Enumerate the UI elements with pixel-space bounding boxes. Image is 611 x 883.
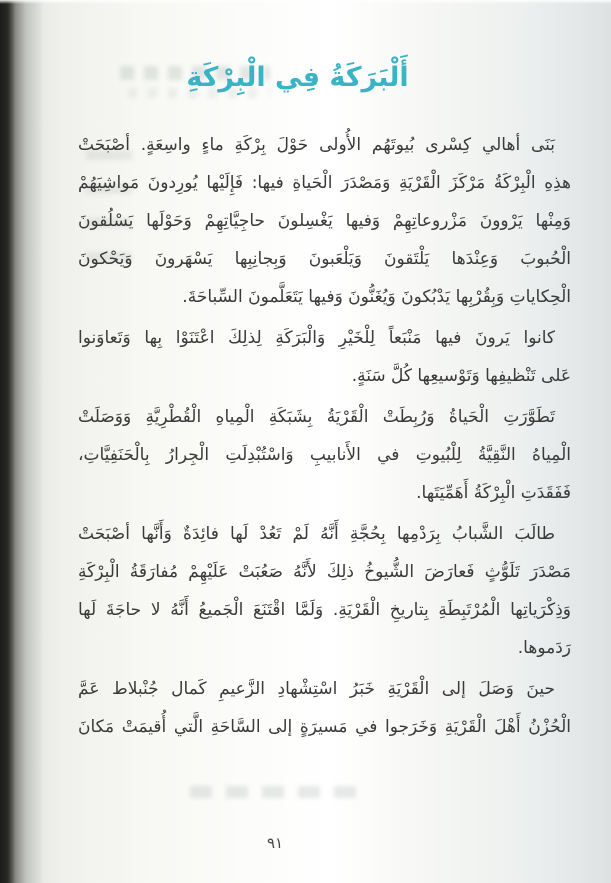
- text-line: حينَ وَصَلَ إلى الْقَرْيَةِ خَبَرُ اسْتِشْهادِ الزَّعيمِ كَمال جُنْبلاط عَمَّ: [78, 679, 555, 699]
- text-column: [78, 54, 571, 746]
- text-line: تَطَوَّرَتِ الْحَياةُ وَرُبِطَتْ الْقَرْيَةُ بِشَبَكَةِ الْمِياهِ الْقُطْرِيَّةِ وَوَصَلَتْ: [78, 407, 555, 427]
- text-line: مَصْدَرَ تَلَوُّثٍ فَعارَضَ الشُّيوخُ ذلِكَ لأَنَّهُ صَعُبَتْ عَلَيْهِمْ مُفارَقَةُ الْبِرْكَةِ: [78, 562, 571, 582]
- page-number: ٩١: [266, 834, 284, 852]
- text-line: هذِهِ الْبِرْكَةُ مَرْكَزَ الْقَرْيَةِ وَمَصْدَرَ الْحَياةِ فيها: فَإِلَيْها يُورِدونَ مَواشِيَهُمْ: [78, 173, 571, 193]
- text-line: الْمِياهُ النَّقِيَّةُ لِلْبُيوتِ في الأَنابيبِ وَاسْتُبْدِلَتِ الْجِرارُ بِالْحَنَفِيَّاتِ،: [78, 445, 571, 465]
- text-line: رَدَموها.: [517, 638, 571, 658]
- text-line: وَذِكْرَياتِها الْمُرْتَبِطَةِ بِتاريخِ الْقَرْيَةِ. وَلَمَّا اقْتَنَعَ الْجَميعُ أَنَّهُ لا حاجَةَ لَها: [78, 600, 571, 620]
- text-line: بَنَى أهالي كِسْرى بُيوتَهُم الأُولى حَوْلَ بِرْكَةِ ماءٍ واسِعَةٍ. أصْبَحَتْ: [78, 135, 555, 155]
- paragraph-3: [78, 398, 571, 512]
- text-line: عَلى تَنْظيفِها وَتَوْسيعِها كُلَّ سَنَةٍ.: [351, 366, 571, 386]
- text-line: الْحِكاياتِ وَبِقُرْبِها يَدْبُكونَ وَيُغَنُّونَ وَفيها يَتَعَلَّمونَ السِّباحَةَ.: [182, 287, 571, 307]
- text-line: كانوا يَرونَ فيها مَنْبَعاً لِلْخَيْرِ وَالْبَرَكَةِ لِذلِكَ اعْتَنَوْا بِها وَتَعاوَنوا: [78, 328, 555, 348]
- paragraph-4: [78, 515, 571, 667]
- showthrough-ghost-bottom: [190, 786, 365, 798]
- paragraph-1: [78, 126, 571, 316]
- text-line: فَفَقَدَتِ الْبِرْكَةُ أَهَمِّيَتَها.: [416, 483, 571, 503]
- page-gutter-shadow: [0, 0, 44, 883]
- page-top-highlight: [0, 0, 611, 4]
- text-line: الْحُبوبَ وَعِنْدَها يَلْتَقونَ وَيَلْعَبونَ وَبِجانِبِها يَسْهَرونَ وَيَحْكونَ: [78, 249, 571, 269]
- paragraph-5: [78, 670, 571, 746]
- page-title: أَلْبَرَكَةُ فِي الْبِرْكَةِ: [186, 62, 409, 93]
- text-line: طالَبَ الشَّبابُ بِرَدْمِها بِحُجَّةِ أَنَّهُ لَمْ تَعُدْ لَها فائِدَةٌ وَأَنَّها أصْبَحَتْ: [78, 524, 555, 544]
- paragraph-2: [78, 319, 571, 395]
- text-line: وَمِنْها يَرْوونَ مَزْروعاتِهِمْ وَفيها يَغْسِلونَ حاجِيَّاتِهِمْ وَحَوْلَها يَسْلُقونَ: [78, 211, 571, 231]
- text-line: الْحُزْنُ أَهْلَ الْقَرْيَةِ وَخَرَجوا في مَسيرَةٍ إلى السَّاحَةِ الَّتي أُقيمَتْ مَكانَ: [78, 717, 571, 737]
